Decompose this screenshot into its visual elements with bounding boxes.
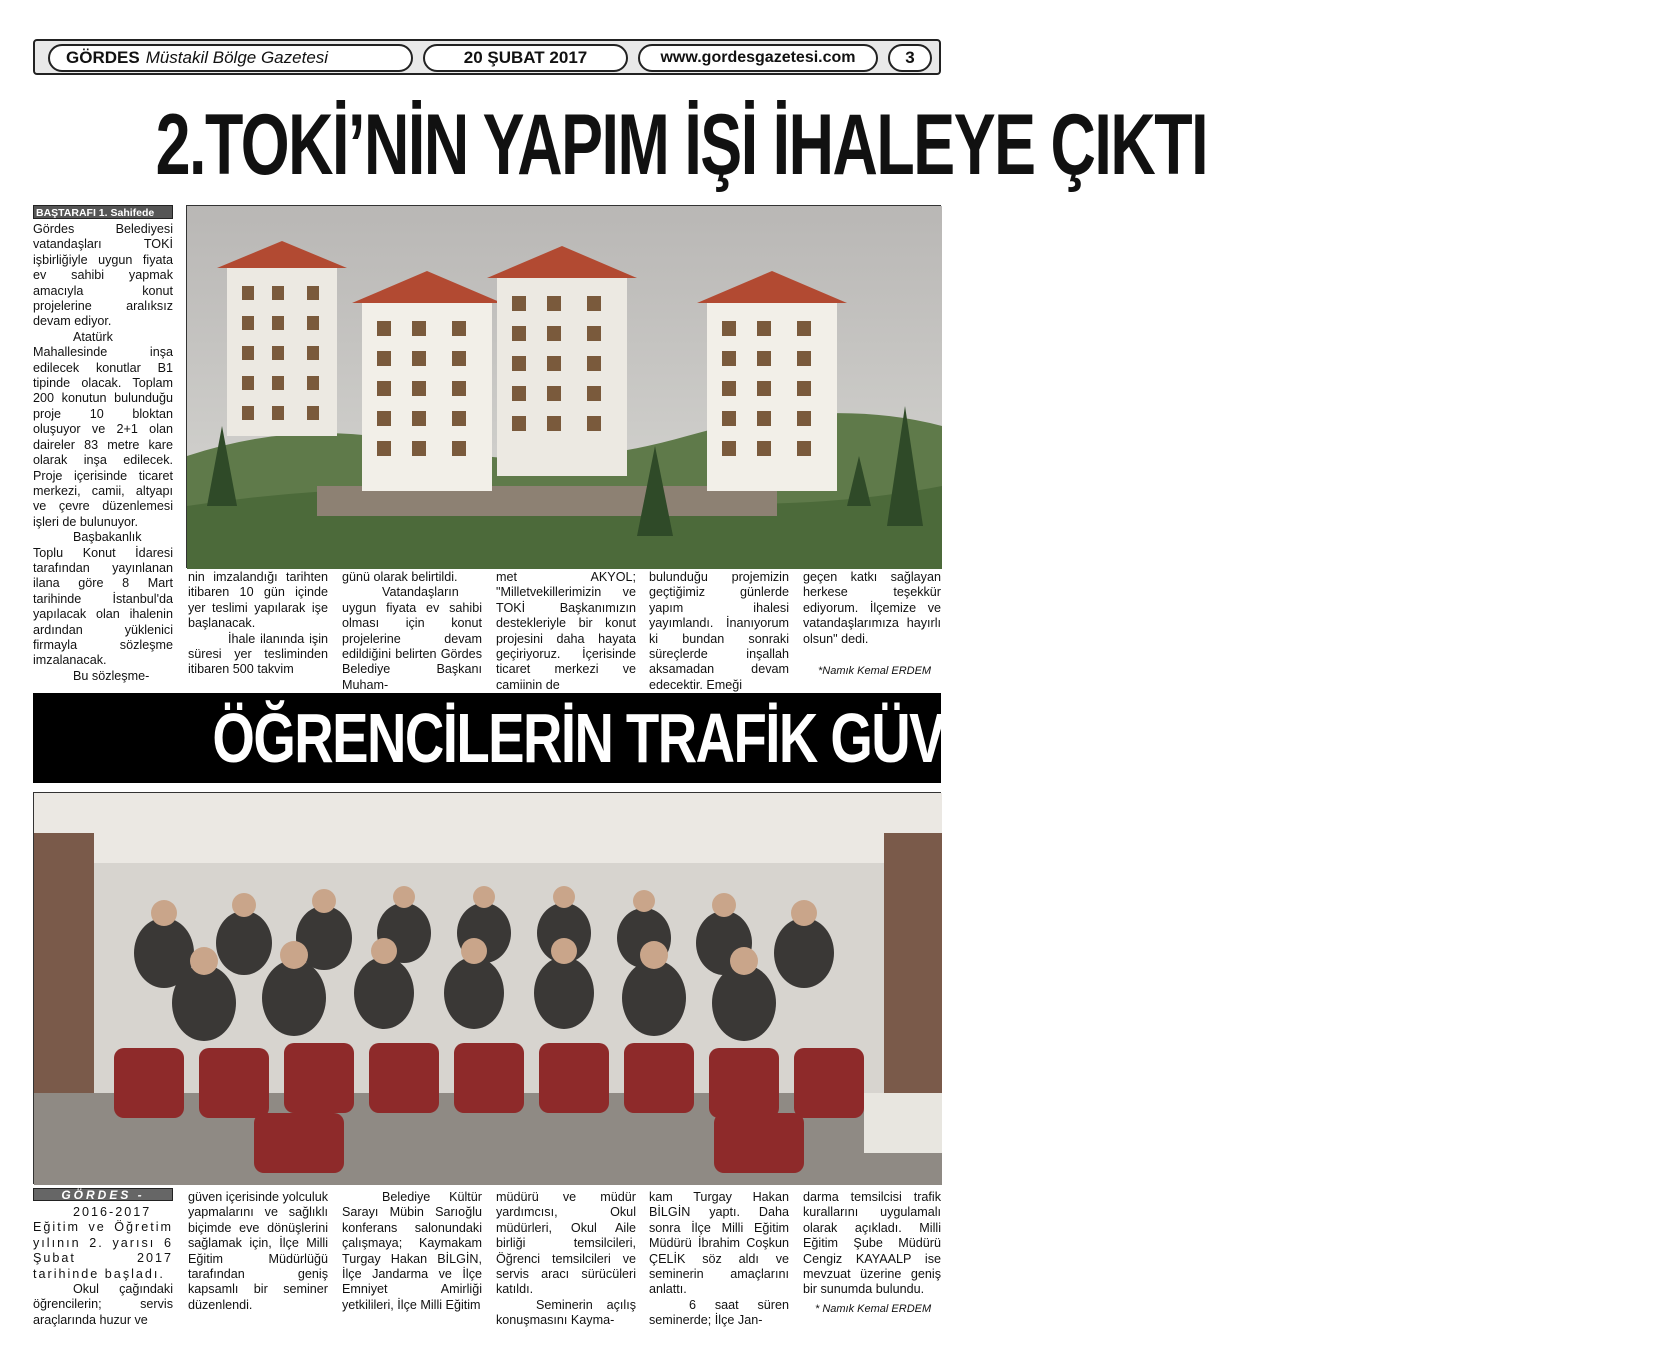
paragraph: Bu sözleşme-: [73, 668, 150, 683]
seminar-audience-photo: [33, 792, 941, 1184]
paragraph: Vatandaşların uygun fiyata ev sahibi olması için konut projelerine devam edildiğini belirten Gördes Belediye Başkanı Muham-: [342, 585, 482, 692]
paragraph: met AKYOL; "Milletvekillerimizin ve TOKİ Başkanımızın destekleriyle bir konut projesini daha hayata geçiriyoruz. İçerisinde ticaret merkezi ve camiinin de: [496, 570, 636, 692]
website-pill: www.gordesgazetesi.com: [638, 44, 878, 72]
article1-author: *Namık Kemal ERDEM: [818, 665, 932, 677]
paper-name: GÖRDES: [66, 48, 140, 67]
paragraph: 6 saat süren seminerde; İlçe Jan-: [649, 1297, 789, 1328]
article1-headline: 2.TOKİ’NİN YAPIM İŞİ İHALEYE ÇIKTI: [155, 97, 1208, 193]
paragraph: darma temsilcisi trafik kurallarını uygulamalı olarak açıkladı. Milli Eğitim Şube Müdürü Cengiz KAYAALP ise mevzuat üzerine geniş bir sunumda bulundu.: [803, 1190, 941, 1297]
paragraph: Başbakanlık Toplu Konut İdaresi tarafından yayınlanan ilana göre 8 Mart tarihinde İstanbul'da yapılacak olan ihalenin ardından yüklenici firmayla sözleşme imzalanacak.: [33, 530, 173, 668]
paragraph: kam Turgay Hakan BİLGİN yaptı. Daha sonra İlçe Milli Eğitim Müdürü İbrahim Coşkun ÇELİK söz aldı ve seminerin amaçlarını anlattı.: [649, 1190, 789, 1297]
seminar-illustration: [34, 793, 942, 1185]
paragraph: güven içerisinde yolculuk yapmalarını ve sağlıklı biçimde eve dönüşlerini sağlamak için, İlçe Milli Eğitim Müdürlüğü tarafından geniş kapsamlı bir seminer düzenlendi.: [188, 1190, 329, 1312]
article1-col2: [188, 570, 328, 678]
paragraph: geçen katkı sağlayan herkese teşekkür ediyorum. İlçemize ve vatandaşlarımıza hayırlı olsun" dedi.: [803, 570, 941, 646]
article2-col3: [342, 1190, 482, 1313]
article2-col6: [803, 1190, 941, 1298]
paragraph: nin imzalandığı tarihten itibaren 10 gün içinde yer teslimi yapılarak işe başlanacak.: [188, 570, 328, 631]
article2-col1: [33, 1205, 173, 1328]
date-pill: 20 ŞUBAT 2017: [423, 44, 628, 72]
paragraph: Seminerin açılış konuşmasını Kayma-: [496, 1297, 636, 1328]
article1-col5: [649, 570, 789, 693]
article2-col5: [649, 1190, 789, 1329]
building: [217, 241, 347, 436]
toki-housing-photo: [186, 205, 941, 568]
continued-label: BAŞTARAFI 1. Sahifede: [33, 205, 173, 219]
paragraph: müdürü ve müdür yardımcısı, Okul müdürleri, Okul Aile birliği temsilcileri, Öğrenci temsilcileri ve servis aracı sürücüleri katıldı.: [496, 1190, 636, 1297]
paper-subtitle: Müstakil Bölge Gazetesi: [145, 48, 329, 67]
article2-headline-text: ÖĞRENCİLERİN TRAFİK GÜVENLİĞİ İÇİN SEMİNER: [212, 699, 1485, 777]
article1-col1: [33, 222, 173, 684]
location-tag: GÖRDES -: [33, 1188, 173, 1201]
article1-col4: [496, 570, 636, 693]
paragraph: 2016-2017 Eğitim ve Öğretim yılının 2. yarısı 6 Şubat 2017 tarihinde başladı.: [33, 1205, 173, 1281]
paragraph: Gördes Belediyesi vatandaşları TOKİ işbirliğiyle uygun fiyata ev sahibi yapmak amacıyla konut projelerine aralıksız devam ediyor.: [33, 222, 173, 329]
paragraph: Atatürk Mahallesinde inşa edilecek konutlar B1 tipinde olacak. Toplam 200 konutun bulunduğu proje 10 bloktan oluşuyor ve 2+1 olan daireler 83 metre kare olarak inşa edilecek. Proje içerisinde ticaret merkezi, camii, altyapı ve çevre düzenlemesi işleri de bulunuyor.: [33, 329, 173, 529]
building: [352, 271, 502, 491]
paragraph: Belediye Kültür Sarayı Mübin Sarıoğlu konferans salonundaki çalışmaya; Kaymakam Turgay Hakan BİLGİN, İlçe Jandarma ve İlçe Emniyet Amirliği yetkilileri, İlçe Milli Eğitim: [342, 1190, 482, 1312]
masthead-pill: [48, 44, 413, 72]
housing-illustration: [187, 206, 942, 569]
paragraph: İhale ilanında işin süresi yer tesliminden itibaren 500 takvim: [188, 631, 328, 677]
page-number: 3: [888, 44, 932, 72]
article2-headline: [33, 693, 1485, 783]
article2-author: * Namık Kemal ERDEM: [815, 1303, 932, 1315]
article2-col4: [496, 1190, 636, 1329]
paragraph: bulunduğu projemizin geçtiğimiz günlerde yapım ihalesi yayımlandı. İnanıyorum ki bundan sonraki süreçlerde inşallah aksamadan devam edecektir. Emeği: [649, 570, 789, 692]
paragraph: günü olarak belirtildi.: [342, 570, 458, 584]
paragraph: Okul çağındaki öğrencilerin; servis araçlarında huzur ve: [33, 1282, 173, 1327]
article2-col2: [188, 1190, 328, 1313]
article1-col3: [342, 570, 482, 693]
building: [697, 271, 847, 491]
article1-col6: [803, 570, 941, 647]
building: [487, 246, 637, 476]
